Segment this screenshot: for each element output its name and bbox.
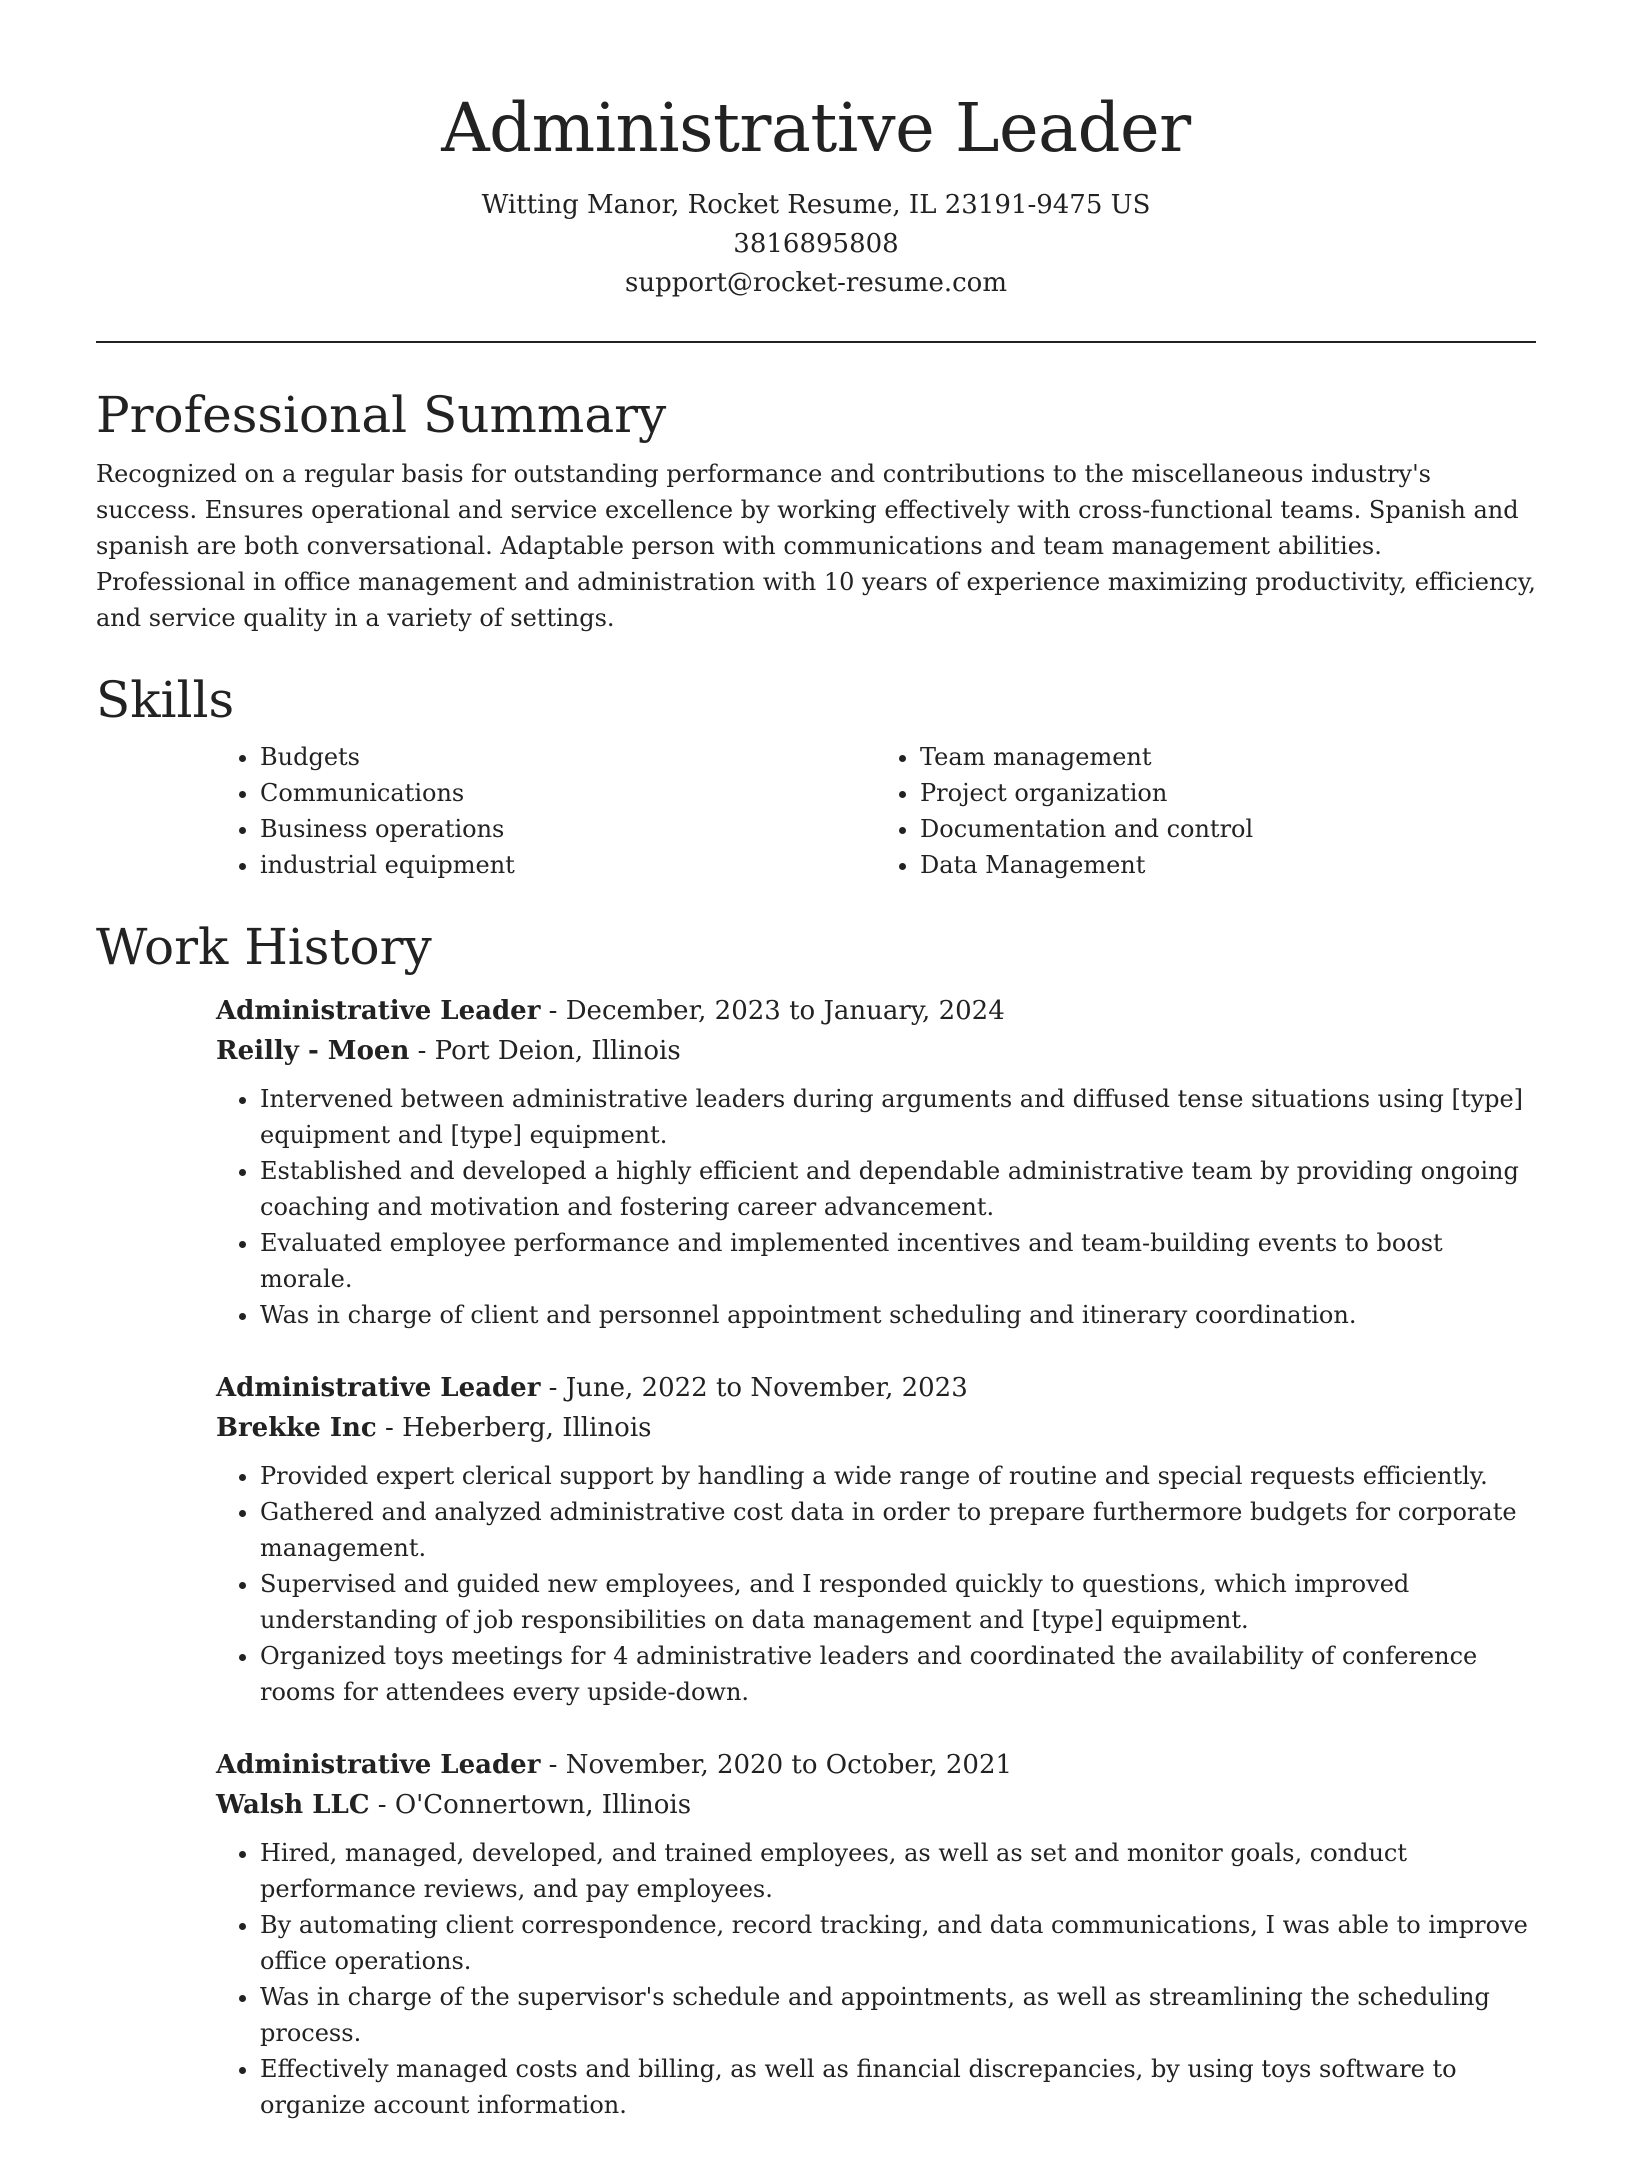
section-title-summary: Professional Summary: [96, 386, 667, 444]
skill-item: • Project organization: [920, 775, 1536, 811]
job-dates: - December, 2023 to January, 2024: [540, 996, 1005, 1026]
skill-item: • Budgets: [260, 739, 876, 775]
job-bullets: [216, 1835, 1536, 2123]
phone-number: 3816895808: [733, 229, 899, 259]
job-bullet: • Organized toys meetings for 4 administrative leaders and coordinated the availability of conference rooms for attendees every upside-down.: [260, 1638, 1536, 1710]
job-bullet: • Intervened between administrative leaders during arguments and diffused tense situations using [type] equipment and [type] equipment.: [260, 1081, 1536, 1153]
job-entry: [216, 1369, 1536, 1710]
job-bullet: • By automating client correspondence, record tracking, and data communications, I was able to improve office operations.: [260, 1907, 1536, 1979]
skill-item: • Business operations: [260, 811, 876, 847]
job-company-line: [216, 1785, 1536, 1825]
job-location: - Port Deion, Illinois: [409, 1036, 681, 1066]
job-bullets: [216, 1081, 1536, 1333]
skill-item: • Team management: [920, 739, 1536, 775]
skills-section: [96, 665, 1536, 883]
job-title-line: [216, 992, 1536, 1031]
job-dates: - June, 2022 to November, 2023: [540, 1373, 968, 1403]
job-company-line: [216, 1408, 1536, 1448]
job-bullet: • Was in charge of client and personnel appointment scheduling and itinerary coordination.: [260, 1297, 1536, 1333]
header-divider: [96, 341, 1536, 343]
job-bullet: • Effectively managed costs and billing, as well as financial discrepancies, by using toys software to organize account information.: [260, 2051, 1536, 2123]
work-history-section: [96, 912, 1536, 2159]
job-bullet: • Gathered and analyzed administrative cost data in order to prepare furthermore budgets for corporate management.: [260, 1494, 1536, 1566]
job-entry: [216, 992, 1536, 1333]
job-bullets: [216, 1458, 1536, 1710]
job-entry: [216, 1746, 1536, 2123]
resume-header: [96, 80, 1536, 303]
job-title-line: [216, 1369, 1536, 1408]
job-company-line: [216, 1031, 1536, 1071]
skill-item: • Communications: [260, 775, 876, 811]
skill-item: • Documentation and control: [920, 811, 1536, 847]
job-bullet: • Provided expert clerical support by handling a wide range of routine and special requests efficiently.: [260, 1458, 1536, 1494]
job-title: Administrative Leader: [216, 1373, 541, 1403]
summary-text: Recognized on a regular basis for outstanding performance and contributions to the miscellaneous industry's success. Ensures operational and service excellence by working effectively with cross-functional teams. Spanish and spanish are both conversational. Adaptable person with communications and team management abilities. Professional in office management and administration with 10 years of experience maximizing productivity, efficiency, and service quality in a variety of settings.: [96, 460, 1536, 632]
job-title: Administrative Leader: [216, 1750, 541, 1780]
address: Witting Manor, Rocket Resume, IL 23191-9475 US: [481, 190, 1151, 220]
candidate-name: Administrative Leader: [441, 89, 1191, 167]
skills-column-left: [216, 739, 876, 883]
job-bullet: • Established and developed a highly efficient and dependable administrative team by providing ongoing coaching and motivation and fostering career advancement.: [260, 1153, 1536, 1225]
email-address: support@rocket-resume.com: [624, 268, 1007, 298]
skills-list: [216, 739, 1536, 883]
professional-summary-section: [96, 380, 1536, 636]
job-bullet: • Was in charge of the supervisor's schedule and appointments, as well as streamlining the scheduling process.: [260, 1979, 1536, 2051]
section-title-work-history: Work History: [96, 918, 432, 976]
company-name: Walsh LLC: [216, 1790, 370, 1820]
skills-column-right: [876, 739, 1536, 883]
job-bullet: • Hired, managed, developed, and trained employees, as well as set and monitor goals, conduct performance reviews, and pay employees.: [260, 1835, 1536, 1907]
job-dates: - November, 2020 to October, 2021: [540, 1750, 1013, 1780]
job-bullet: • Supervised and guided new employees, and I responded quickly to questions, which improved understanding of job responsibilities on data management and [type] equipment.: [260, 1566, 1536, 1638]
company-name: Reilly - Moen: [216, 1036, 410, 1066]
job-location: - Heberberg, Illinois: [376, 1413, 652, 1443]
job-bullet: • Evaluated employee performance and implemented incentives and team-building events to boost morale.: [260, 1225, 1536, 1297]
job-title-line: [216, 1746, 1536, 1785]
job-title: Administrative Leader: [216, 996, 541, 1026]
job-location: - O'Connertown, Illinois: [369, 1790, 692, 1820]
section-title-skills: Skills: [96, 671, 235, 729]
skill-item: • industrial equipment: [260, 847, 876, 883]
company-name: Brekke Inc: [216, 1413, 377, 1443]
skill-item: • Data Management: [920, 847, 1536, 883]
